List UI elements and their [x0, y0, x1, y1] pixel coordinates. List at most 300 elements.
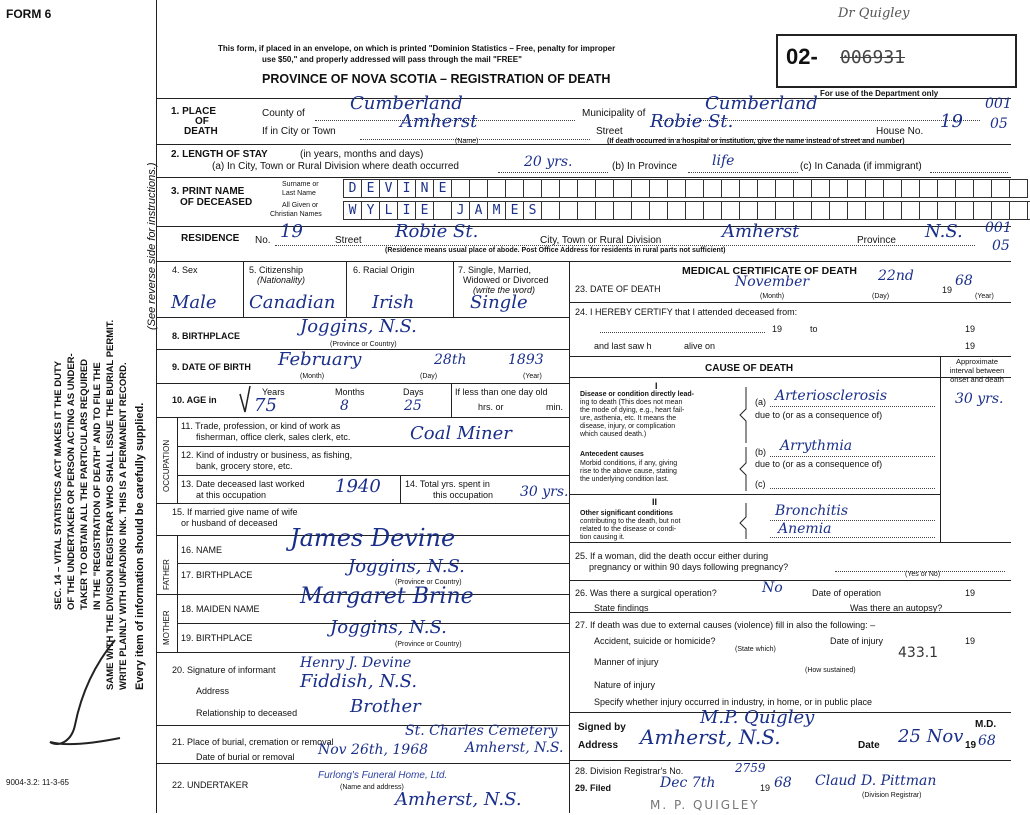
informant-rel: Brother — [350, 696, 421, 717]
row-rule-10 — [156, 383, 569, 384]
form-label: FORM 6 — [6, 7, 52, 21]
certify-label: 24. I HEREBY CERTIFY that I attended deceased from: — [575, 307, 798, 317]
residence-city: Amherst — [722, 221, 800, 242]
pencil-note: M. P. QUIGLEY — [650, 798, 760, 812]
col-sep-3 — [453, 261, 454, 317]
undertaker-caption: (Name and address) — [340, 784, 404, 791]
mother-bp-caption: (Province or Country) — [395, 641, 462, 648]
surname-letter — [811, 179, 830, 198]
surname-letter — [685, 179, 704, 198]
roman-two: II — [652, 497, 658, 507]
address-label: Address — [578, 740, 619, 751]
surname-letter — [631, 179, 650, 198]
sex-value: Male — [171, 292, 217, 313]
ante-1: Antecedent causes — [580, 451, 644, 458]
mother-bp-label: 19. BIRTHPLACE — [181, 633, 253, 643]
name-label-2: OF DECEASED — [180, 197, 253, 208]
side-instruction-8: (See reverse side for instructions.) — [146, 162, 158, 330]
given-letter: E — [415, 201, 434, 220]
q13a: 13. Date deceased last worked — [181, 479, 305, 489]
stay-c-line — [930, 172, 1008, 173]
residence-province-label: Province — [857, 235, 896, 246]
house-label: House No. — [876, 126, 924, 137]
surname-letter — [847, 179, 866, 198]
ante-3: rise to the above cause, stating — [580, 468, 677, 475]
given-letter — [973, 201, 992, 220]
q14a: 14. Total yrs. spent in — [405, 479, 490, 489]
q13b: at this occupation — [196, 490, 267, 500]
residence-no-label: No. — [255, 235, 271, 246]
given-letter: S — [523, 201, 542, 220]
given-letter — [829, 201, 848, 220]
given-letter — [757, 201, 776, 220]
q14b: this occupation — [433, 490, 494, 500]
rule-23 — [569, 302, 1011, 303]
q28: 28. Division Registrar's No. — [575, 766, 684, 776]
given-letter — [937, 201, 956, 220]
dob-month-cap: (Month) — [300, 373, 325, 380]
other-line-1 — [770, 520, 935, 521]
roman-one: I — [655, 381, 658, 391]
informant-addr: Fiddish, N.S. — [300, 671, 418, 692]
surname-letter: E — [361, 179, 380, 198]
rule-26 — [569, 580, 1011, 581]
interval-a: 30 yrs. — [955, 391, 1004, 407]
given-letter: M — [487, 201, 506, 220]
left-margin-rule — [156, 0, 157, 813]
dod-day-cap: (Day) — [872, 293, 890, 300]
surname-letter — [937, 179, 956, 198]
rule-main — [156, 261, 1011, 262]
other-1: Other significant conditions — [580, 510, 673, 517]
residence-label: RESIDENCE — [181, 233, 240, 244]
nature-label: Nature of injury — [594, 680, 656, 690]
rule-28 — [569, 760, 1011, 761]
city-caption: (Name) — [455, 138, 479, 145]
address-value: Amherst, N.S. — [640, 725, 781, 749]
father-name-label: 16. NAME — [181, 545, 223, 555]
residence-no: 19 — [280, 221, 303, 242]
given-letter — [685, 201, 704, 220]
given-label-2: Christian Names — [270, 211, 322, 218]
surname-letter — [775, 179, 794, 198]
residence-street: Robie St. — [395, 221, 479, 242]
given-letter — [559, 201, 578, 220]
given-letter — [883, 201, 902, 220]
injury-year: 19 — [965, 636, 976, 646]
stay-a-value: 20 yrs. — [524, 154, 573, 170]
given-letter — [901, 201, 920, 220]
burial-label-2: Date of burial or removal — [196, 752, 295, 762]
sex-label: 4. Sex — [172, 265, 198, 275]
other-a: Bronchitis — [775, 503, 849, 519]
surname-boxes — [343, 179, 1027, 198]
birthplace-label: 8. BIRTHPLACE — [172, 331, 241, 341]
side-instruction-6: WRITE PLAINLY WITH UNFADING INK. THIS IS A PERMANENT RECORD. — [118, 362, 129, 690]
row-rule-22 — [156, 763, 569, 764]
total-years: 30 yrs. — [520, 484, 569, 500]
birthplace-value: Joggins, N.S. — [300, 316, 417, 337]
dod-day: 22nd — [878, 268, 914, 284]
spouse-label-2: or husband of deceased — [181, 518, 278, 528]
reg-no: 2759 — [735, 761, 766, 775]
given-letter: L — [379, 201, 398, 220]
place-code-1: 001 — [985, 96, 1012, 112]
surname-letter — [541, 179, 560, 198]
surname-letter: E — [433, 179, 452, 198]
stay-c-label: (c) In Canada (if immigrant) — [800, 161, 922, 172]
side-instruction-3: TAKER TO OBTAIN ALL THE PARTICULARS REQUIRED — [79, 358, 90, 610]
citizenship-value: Canadian — [249, 292, 336, 313]
age-years-label: Years — [262, 387, 285, 397]
dod-month: November — [735, 274, 810, 290]
dob-day: 28th — [434, 352, 467, 368]
place-code-2: 05 — [990, 116, 1008, 132]
given-letter — [775, 201, 794, 220]
surname-letter — [559, 179, 578, 198]
stay-b-line — [688, 172, 798, 173]
col-sep-1 — [243, 261, 244, 317]
date-year-prefix: 19 — [965, 740, 977, 751]
stay-a-label: (a) In City, Town or Rural Division where death occurred — [212, 161, 459, 172]
surname-letter — [703, 179, 722, 198]
row-rule-9 — [156, 349, 569, 350]
q29: 29. Filed — [575, 783, 612, 793]
age-years: 75 — [254, 395, 277, 416]
father-bp: Joggins, N.S. — [348, 556, 465, 577]
direct-5: disease, injury, or complication — [580, 423, 676, 430]
surname-letter — [721, 179, 740, 198]
street-label: Street — [596, 126, 623, 137]
given-boxes — [343, 201, 1030, 220]
direct-6: which caused death.) — [580, 431, 647, 438]
stay-b-value: life — [712, 153, 735, 169]
surname-letter — [595, 179, 614, 198]
envelope-note: This form, if placed in an envelope, on which is printed "Dominion Statistics – Free, penalty for improper — [218, 44, 616, 53]
mother-bp: Joggins, N.S. — [330, 617, 447, 638]
row-rule-15 — [156, 503, 569, 504]
surname-letter — [883, 179, 902, 198]
surname-letter — [523, 179, 542, 198]
informant-rel-label: Relationship to deceased — [196, 708, 298, 718]
municipality-label: Municipality of — [582, 108, 646, 119]
row-rule-12 — [177, 446, 569, 447]
surname-label-2: Last Name — [282, 190, 316, 197]
top-handwritten-note: Dr Quigley — [838, 6, 910, 21]
registrar-sig: Claud D. Pittman — [815, 773, 937, 789]
q11b: fisherman, office clerk, sales clerk, etc. — [196, 432, 351, 442]
origin-label: 6. Racial Origin — [353, 265, 415, 275]
given-letter — [433, 201, 452, 220]
surname-letter — [955, 179, 974, 198]
surname-letter — [793, 179, 812, 198]
surname-letter — [667, 179, 686, 198]
father-bp-caption: (Province or Country) — [395, 579, 462, 586]
given-letter — [667, 201, 686, 220]
medical-header: MEDICAL CERTIFICATE OF DEATH — [682, 265, 857, 277]
surname-letter: I — [397, 179, 416, 198]
state-which: (State which) — [735, 646, 776, 653]
street-value: Robie St. — [650, 111, 734, 132]
other-line-2 — [770, 537, 935, 538]
code-433: 433.1 — [898, 645, 939, 661]
signed-label: Signed by — [578, 722, 626, 733]
house-value: 19 — [940, 111, 963, 132]
residence-city-label: City, Town or Rural Division — [540, 235, 662, 246]
side-instruction-2: OF THE UNDERTAKER OR PERSON ACTING AS UNDER- — [66, 353, 77, 610]
trade-value: Coal Miner — [410, 423, 512, 444]
given-letter — [955, 201, 974, 220]
informant-sig-label: 20. Signature of informant — [172, 665, 276, 675]
birthplace-caption: (Province or Country) — [330, 341, 397, 348]
alive-year: 19 — [965, 341, 976, 351]
other-4: tion causing it. — [580, 534, 625, 541]
cause-b-line — [770, 456, 935, 457]
given-label-1: All Given or — [282, 202, 319, 209]
signed-value: M.P. Quigley — [700, 707, 815, 728]
certify-year-2: 19 — [965, 324, 976, 334]
side-instruction-7: Every item of information should be carefully supplied. — [134, 402, 146, 690]
surname-label-1: Surname or — [282, 181, 319, 188]
residence-line — [275, 245, 975, 246]
given-letter: I — [397, 201, 416, 220]
surgery-value: No — [762, 580, 783, 596]
certify-line-1 — [600, 332, 765, 333]
q12b: bank, grocery store, etc. — [196, 461, 293, 471]
due-to-1: due to (or as a consequence of) — [755, 410, 883, 420]
given-letter — [1009, 201, 1028, 220]
father-side-label: FATHER — [162, 559, 171, 590]
registrar-initial-mark — [20, 630, 140, 760]
other-b: Anemia — [778, 521, 832, 537]
stay-label-note: (in years, months and days) — [300, 149, 424, 160]
surname-letter — [865, 179, 884, 198]
given-letter — [577, 201, 596, 220]
interval-sep — [940, 356, 941, 542]
burial-date: Nov 26th, 1968 — [318, 742, 429, 758]
other-2: contributing to the death, but not — [580, 518, 681, 525]
header-rule — [156, 98, 1011, 99]
given-letter: J — [451, 201, 470, 220]
dod-year: 68 — [955, 273, 973, 289]
date-year: 68 — [978, 733, 996, 749]
other-3: related to the disease or condi- — [580, 526, 677, 533]
rule-25 — [569, 542, 1011, 543]
occ-side-rule — [177, 417, 178, 503]
given-letter — [865, 201, 884, 220]
citizenship-sub: (Nationality) — [257, 275, 306, 285]
dod-year-cap: (Year) — [975, 293, 994, 300]
dept-note: For use of the Department only — [820, 89, 939, 98]
side-instruction-4: IN THE "REGISTRATION OF DEATH" AND TO FILE THE — [92, 362, 103, 610]
form-code: 9004-3.2: 11-3-65 — [6, 778, 70, 787]
accident-label: Accident, suicide or homicide? — [594, 636, 716, 646]
q11a: 11. Trade, profession, or kind of work as — [181, 421, 341, 431]
informant-sig: Henry J. Devine — [300, 655, 412, 671]
place-label: 1. PLACE — [171, 106, 217, 117]
name-label-1: 3. PRINT NAME — [171, 186, 245, 197]
age-sep — [451, 383, 452, 417]
given-letter — [991, 201, 1010, 220]
form-title: PROVINCE OF NOVA SCOTIA – REGISTRATION OF DEATH — [262, 72, 611, 86]
ante-2: Morbid conditions, if any, giving — [580, 460, 678, 467]
op-date-year: 19 — [965, 588, 976, 598]
parents-side-rule — [177, 535, 178, 652]
surname-letter — [829, 179, 848, 198]
occupation-side-label: OCCUPATION — [162, 439, 171, 492]
age-days: 25 — [404, 398, 422, 414]
cause-sep — [569, 494, 940, 495]
surname-letter — [973, 179, 992, 198]
county-label: County of — [262, 108, 305, 119]
given-letter: A — [469, 201, 488, 220]
stay-a-line — [498, 172, 608, 173]
age-months-label: Months — [335, 387, 365, 397]
row-rule-20 — [156, 652, 569, 653]
how-sustained: (How sustained) — [805, 667, 856, 674]
given-letter — [919, 201, 938, 220]
envelope-note-2: use $50," and properly addressed will pass through the mail "FREE" — [262, 55, 522, 64]
last-worked: 1940 — [335, 476, 381, 497]
autopsy-label: Was there an autopsy? — [850, 603, 943, 613]
dob-month: February — [278, 349, 362, 370]
registration-prefix: 02- — [786, 44, 818, 69]
cause-a-marker: (a) — [755, 397, 766, 407]
marital-label-3: (write the word) — [473, 285, 536, 295]
side-instruction-5: SAME WITH THE DIVISION REGISTRAR WHO SHALL ISSUE THE BURIAL PERMIT. — [105, 319, 116, 690]
given-letter: W — [343, 201, 362, 220]
direct-4: ure, asthenia, etc. It means the — [580, 415, 677, 422]
dod-month-cap: (Month) — [760, 293, 785, 300]
place-label-death: DEATH — [184, 126, 218, 137]
rule-name — [156, 177, 1011, 178]
residence-province: N.S. — [925, 221, 963, 242]
direct-2: ing to death (This does not mean — [580, 399, 683, 406]
surname-letter: V — [379, 179, 398, 198]
occ-sep — [400, 475, 401, 503]
age-hrs: hrs. or — [478, 402, 504, 412]
citizenship-label: 5. Citizenship — [249, 265, 304, 275]
q27: 27. If death was due to external causes (violence) fill in also the following: – — [575, 620, 876, 630]
due-to-2: due to (or as a consequence of) — [755, 459, 883, 469]
given-letter — [811, 201, 830, 220]
row-rule-11 — [156, 417, 569, 418]
direct-3: the mode of dying, e.g., heart fail- — [580, 407, 685, 414]
registrar-caption: (Division Registrar) — [862, 792, 922, 799]
given-letter: E — [505, 201, 524, 220]
surname-letter — [613, 179, 632, 198]
state-findings: State findings — [594, 603, 649, 613]
burial-town: Amherst, N.S. — [465, 740, 564, 756]
q25a: 25. If a woman, did the death occur either during — [575, 551, 769, 561]
filed-date: Dec 7th — [660, 775, 716, 791]
surname-letter — [505, 179, 524, 198]
cause-brackets — [738, 385, 754, 540]
surname-letter: D — [343, 179, 362, 198]
mother-name: Margaret Brine — [300, 584, 474, 609]
surname-letter — [577, 179, 596, 198]
cause-header: CAUSE OF DEATH — [705, 363, 794, 374]
date-label: Date — [858, 740, 880, 751]
ante-4: the underlying condition last. — [580, 476, 669, 483]
place-label-of: OF — [195, 116, 209, 127]
injury-date-label: Date of injury — [830, 636, 884, 646]
dob-day-cap: (Day) — [420, 373, 438, 380]
father-bp-label: 17. BIRTHPLACE — [181, 570, 253, 580]
given-letter — [613, 201, 632, 220]
given-letter — [631, 201, 650, 220]
age-months: 8 — [340, 398, 349, 414]
filed-year-prefix: 19 — [760, 783, 771, 793]
informant-addr-label: Address — [196, 686, 230, 696]
given-letter: Y — [361, 201, 380, 220]
given-letter — [541, 201, 560, 220]
mother-side-label: MOTHER — [162, 610, 171, 645]
cause-c-line — [770, 488, 935, 489]
dod-label: 23. DATE OF DEATH — [575, 284, 661, 294]
hospital-note: (If death occurred in a hospital or institution, give the name instead of street and number) — [607, 138, 905, 145]
burial-place: St. Charles Cemetery — [405, 723, 558, 739]
op-date-label: Date of operation — [812, 588, 882, 598]
dob-label: 9. DATE OF BIRTH — [172, 362, 251, 372]
county-value: Cumberland — [350, 93, 463, 114]
surname-letter — [469, 179, 488, 198]
age-min: min. — [546, 402, 564, 412]
city-label: If in City or Town — [262, 126, 336, 137]
surname-letter — [919, 179, 938, 198]
filed-year: 68 — [774, 775, 792, 791]
undertaker-name: Furlong's Funeral Home, Ltd. — [318, 770, 448, 781]
center-divider — [569, 261, 570, 813]
marital-label-2: Widowed or Divorced — [463, 275, 549, 285]
burial-label-1: 21. Place of burial, cremation or removal — [172, 737, 334, 747]
given-letter — [739, 201, 758, 220]
dob-year-cap: (Year) — [523, 373, 542, 380]
dob-year: 1893 — [508, 352, 544, 368]
residence-code-1: 001 — [985, 220, 1012, 236]
surname-letter — [739, 179, 758, 198]
q25b: pregnancy or within 90 days following pregnancy? — [589, 562, 789, 572]
residence-note: (Residence means usual place of abode. Post Office Address for residents in rural parts not sufficient) — [385, 247, 726, 254]
given-letter — [793, 201, 812, 220]
col-sep-2 — [346, 261, 347, 317]
surname-letter — [991, 179, 1010, 198]
given-letter — [595, 201, 614, 220]
father-name: James Devine — [290, 524, 456, 552]
marital-label-1: 7. Single, Married, — [458, 265, 532, 275]
cause-a: Arteriosclerosis — [775, 388, 888, 404]
direct-1: Disease or condition directly lead- — [580, 391, 694, 398]
cause-c-marker: (c) — [755, 479, 766, 489]
undertaker-addr: Amherst, N.S. — [395, 789, 522, 810]
alive-on-label: alive on — [684, 341, 716, 351]
md-label: M.D. — [975, 719, 997, 730]
given-letter — [703, 201, 722, 220]
residence-street-label: Street — [335, 235, 362, 246]
age-days-label: Days — [403, 387, 424, 397]
given-letter — [649, 201, 668, 220]
last-saw-label: and last saw h — [594, 341, 652, 351]
mother-name-label: 18. MAIDEN NAME — [181, 604, 260, 614]
origin-value: Irish — [372, 292, 415, 313]
age-less-label: If less than one day old — [455, 387, 548, 397]
surname-letter: N — [415, 179, 434, 198]
q12a: 12. Kind of industry or business, as fishing, — [181, 450, 353, 460]
specify-label: Specify whether injury occurred in industry, in home, or in public place — [594, 697, 872, 707]
city-value: Amherst — [400, 111, 478, 132]
residence-code-2: 05 — [992, 238, 1010, 254]
municipality-value: Cumberland — [705, 93, 818, 114]
